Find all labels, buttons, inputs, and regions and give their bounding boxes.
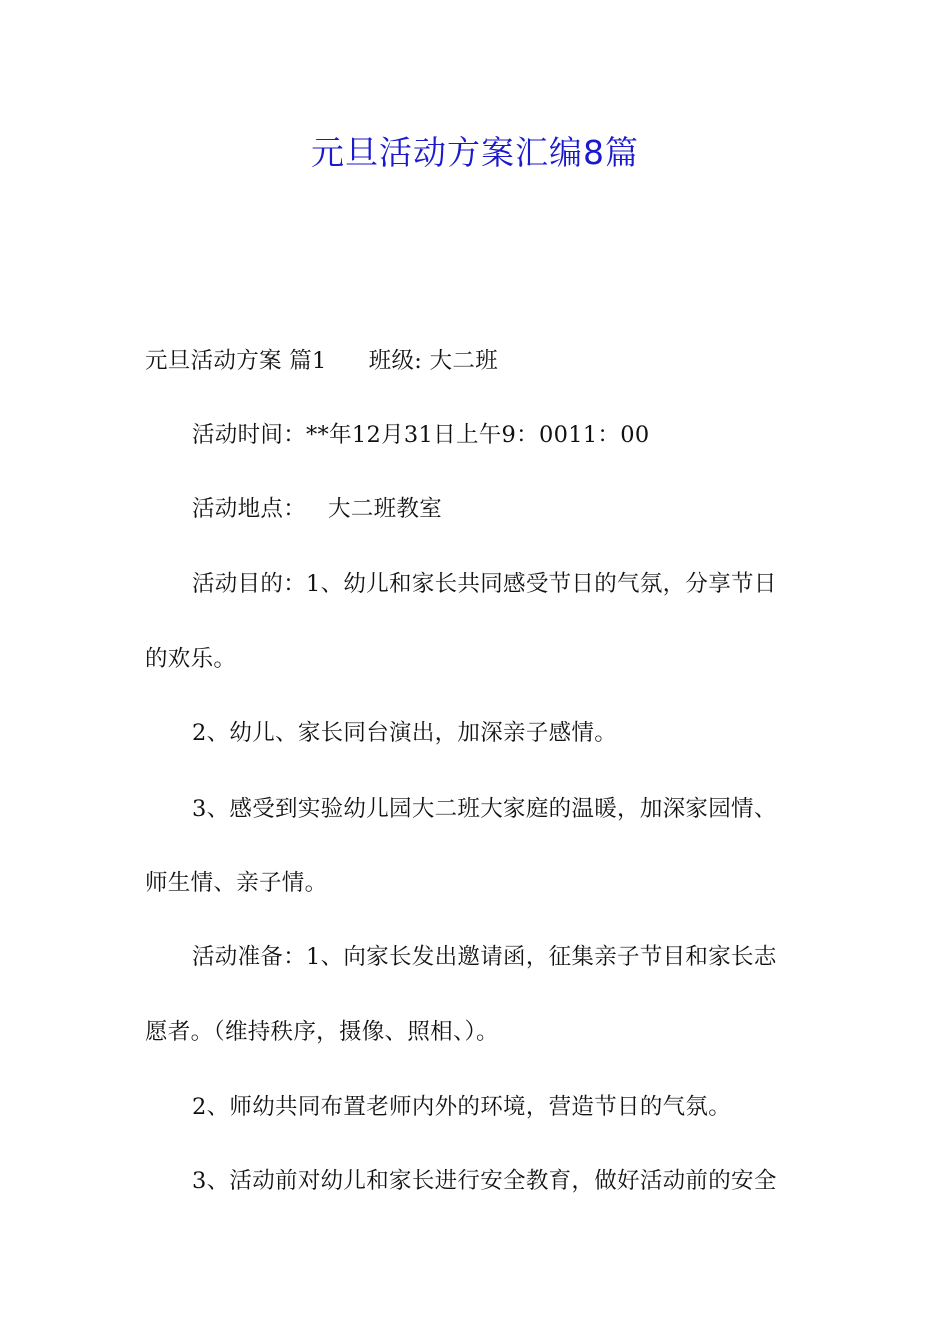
- place-label: 活动地点：: [192, 496, 307, 522]
- activity-time: 活动时间：**年12月31日上午9：0011：00: [192, 422, 650, 448]
- place-value: 大二班教室: [328, 496, 443, 522]
- section-label: 元旦活动方案 篇1: [145, 348, 327, 374]
- section-header: [145, 344, 815, 378]
- goal-paragraph-1-continued: 的欢乐。: [145, 646, 237, 672]
- goal-paragraph-3: 3、感受到实验幼儿园大二班大家庭的温暖，加深家园情、: [192, 796, 777, 822]
- class-label: 班级: 大二班: [368, 348, 499, 374]
- goal-paragraph-3-continued: 师生情、亲子情。: [145, 870, 328, 896]
- prep-paragraph-3: 3、活动前对幼儿和家长进行安全教育，做好活动前的安全: [192, 1168, 777, 1194]
- goal-paragraph-1: 活动目的：1、幼儿和家长共同感受节日的气氛，分享节日: [192, 571, 777, 597]
- activity-place: [192, 492, 862, 526]
- prep-paragraph-1-continued: 愿者。（维持秩序，摄像、照相、）。: [145, 1019, 499, 1045]
- prep-paragraph-1: 活动准备：1、向家长发出邀请函，征集亲子节目和家长志: [192, 944, 777, 970]
- document-title: 元旦活动方案汇编8篇: [311, 133, 639, 172]
- goal-paragraph-2: 2、幼儿、家长同台演出，加深亲子感情。: [192, 720, 618, 746]
- prep-paragraph-2: 2、师幼共同布置老师内外的环境，营造节日的气氛。: [192, 1094, 732, 1120]
